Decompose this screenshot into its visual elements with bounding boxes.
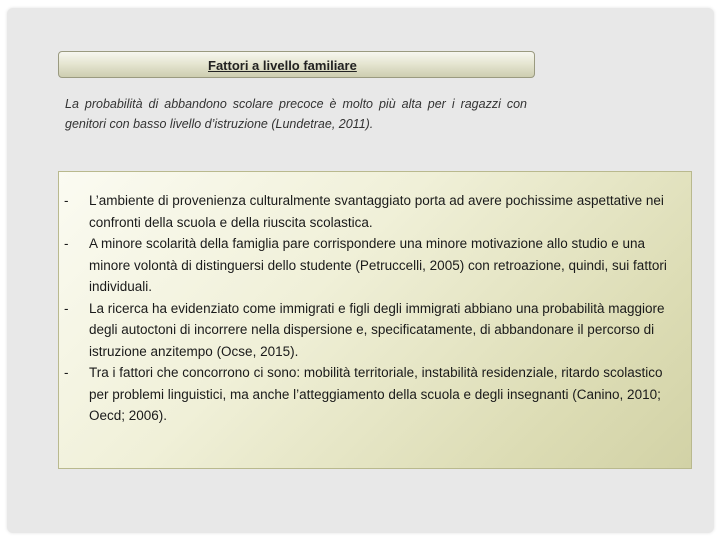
slide: [7, 8, 714, 533]
intro-paragraph: La probabilità di abbandono scolare precoce è molto più alta per i ragazzi con genitori con basso livello d’istruzione (Lundetrae, 2011).: [65, 97, 527, 131]
bullet-item: [64, 362, 684, 427]
slide-title: Fattori a livello familiare: [208, 58, 357, 73]
bullet-dash: -: [64, 365, 69, 380]
bullet-item: [64, 190, 684, 233]
bullet-item: [64, 298, 684, 363]
title-box: [58, 51, 535, 78]
bullet-text: A minore scolarità della famiglia pare corrispondere una minore motivazione allo studio e una minore volontà di distinguersi dello studente (Petruccelli, 2005) con retroazione, quindi, sui fattori individuali.: [89, 236, 667, 294]
bullet-item: [64, 233, 684, 298]
bullet-list: [64, 190, 684, 427]
content-box: [58, 171, 692, 469]
bullet-dash: -: [64, 193, 69, 208]
bullet-text: Tra i fattori che concorrono ci sono: mobilità territoriale, instabilità residenziale, ritardo scolastico per problemi linguistici, ma anche l’atteggiamento della scuola e degli insegnanti (Canino, 2010; Oecd; 2006).: [89, 365, 663, 423]
bullet-dash: -: [64, 236, 69, 251]
bullet-text: La ricerca ha evidenziato come immigrati e figli degli immigrati abbiano una probabilità maggiore degli autoctoni di incorrere nella dispersione e, specificatamente, di abbandonare il percorso di istruzione anzitempo (Ocse, 2015).: [89, 300, 665, 359]
bullet-text: L’ambiente di provenienza culturalmente svantaggiato porta ad avere pochissime aspettative nei confronti della scuola e della riuscita scolastica.: [89, 193, 664, 230]
bullet-dash: -: [64, 300, 69, 316]
